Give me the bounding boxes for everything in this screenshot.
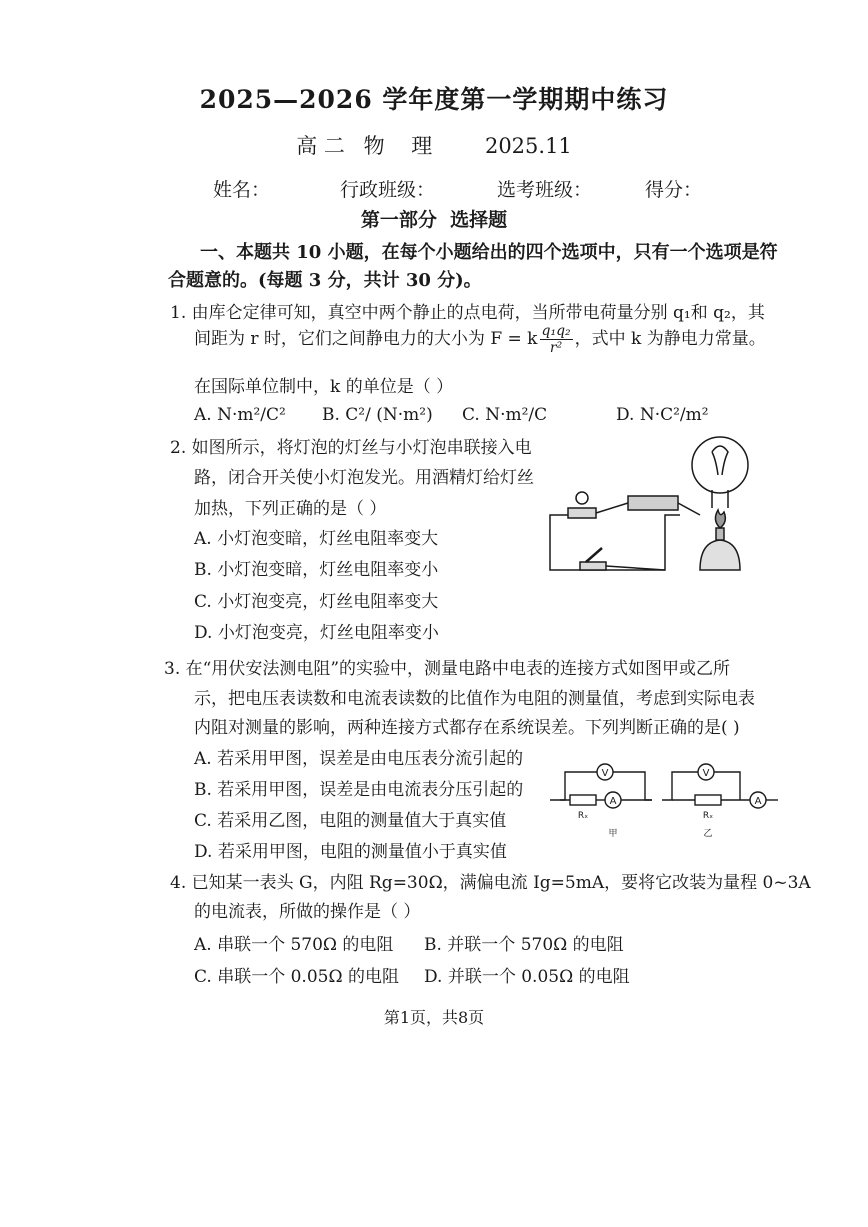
q1-option-d: D. N·C²/m² [616,405,709,425]
q2-option-a: A. 小灯泡变暗，灯丝电阻率变大 [194,529,439,549]
figure-a-label: 甲 [608,829,618,839]
coulomb-denominator: r² [549,340,563,356]
q3-circuit-figures [550,760,780,850]
q2-option-b: B. 小灯泡变暗，灯丝电阻率变小 [194,560,439,580]
q1-option-a: A. N·m²/C² [194,405,286,425]
name-field-label: 姓名： [213,179,271,201]
section-instruction-line1: 一、本题共 10 小题，在每个小题给出的四个选项中，只有一个选项是符 [200,242,778,263]
q4-option-b: B. 并联一个 570Ω 的电阻 [424,935,624,955]
q3-option-b: B. 若采用甲图，误差是由电流表分压引起的 [194,780,524,800]
q1-line2-post: ，式中 k 为静电力常量。 [574,329,766,349]
q2-line1: 2. 如图所示，将灯泡的灯丝与小灯泡串联接入电 [170,438,532,458]
figure-b-label: 乙 [703,829,713,839]
switch-lever [586,548,602,562]
q1-line2-pre: 间距为 r 时，它们之间静电力的大小为 F = k [194,329,538,349]
voltmeter-b-label: V [702,768,710,779]
resistor-b-label: Rₓ [702,811,714,821]
elective-class-field-label: 选考班级： [497,179,593,201]
coulomb-fraction [540,323,573,356]
q3-option-d: D. 若采用甲图，电阻的测量值小于真实值 [194,842,507,862]
page-footer: 第1页，共8页 [383,1008,485,1027]
resistor-a-icon [570,795,596,805]
flame-icon [715,510,725,528]
q4-line1: 4. 已知某一表头 G，内阻 Rg=30Ω，满偏电流 Ig=5mA，要将它改装为量程 0~3A [170,873,811,893]
small-bulb-base [568,508,596,518]
section-title: 第一部分 选择题 [360,209,508,231]
exam-title: 2025—2026 学年度第一学期期中练习 [199,85,669,114]
voltmeter-a-label: V [601,768,609,779]
q4-line2: 的电流表，所做的操作是（ ） [194,902,421,922]
q2-line3: 加热，下列正确的是（ ） [194,499,387,519]
q1-option-b: B. C²/ (N·m²) [322,405,433,425]
ammeter-a-label: A [609,796,617,807]
filament-icon [712,446,728,475]
q1-option-c: C. N·m²/C [462,405,548,425]
subject-label: 物 理 [363,134,433,158]
resistor-b-icon [695,795,721,805]
q2-line2: 路，闭合开关使小灯泡发光。用酒精灯给灯丝 [194,468,534,488]
q4-option-a: A. 串联一个 570Ω 的电阻 [194,935,394,955]
q1-line3: 在国际单位制中，k 的单位是（ ） [194,377,454,397]
score-field-label: 得分： [645,179,703,201]
resistor-a-label: Rₓ [577,811,589,821]
battery-box-icon [628,496,678,510]
exam-subtitle [0,130,868,160]
q3-option-c: C. 若采用乙图，电阻的测量值大于真实值 [194,811,507,831]
exam-date: 2025.11 [484,134,572,158]
admin-class-field-label: 行政班级： [340,179,436,201]
q3-option-a: A. 若采用甲图，误差是由电压表分流引起的 [194,749,524,769]
q4-option-d: D. 并联一个 0.05Ω 的电阻 [424,967,630,987]
switch-base-icon [580,562,606,570]
q3-line3: 内阻对测量的影响，两种连接方式都存在系统误差。下列判断正确的是( ) [194,718,740,738]
small-bulb-icon [576,492,588,504]
q3-line2: 示，把电压表读数和电流表读数的比值作为电阻的测量值，考虑到实际电表 [194,689,755,709]
q2-wire [550,515,680,570]
q2-option-c: C. 小灯泡变亮，灯丝电阻率变大 [194,592,439,612]
q1-line1: 1. 由库仑定律可知，真空中两个静止的点电荷，当所带电荷量分别 q₁和 q₂，其 [170,303,765,323]
q1-line2 [194,323,766,356]
q3-line1: 3. 在“用伏安法测电阻”的实验中，测量电路中电表的连接方式如图甲或乙所 [164,659,731,679]
grade-label: 高 二 [296,134,345,158]
alcohol-lamp-icon [700,540,740,570]
ammeter-b-label: A [754,796,762,807]
coulomb-numerator: q₁q₂ [541,323,571,339]
q2-circuit-figure [540,430,780,590]
q4-option-c: C. 串联一个 0.05Ω 的电阻 [194,967,399,987]
q2-option-d: D. 小灯泡变亮，灯丝电阻率变小 [194,623,439,643]
section-instruction-line2: 合题意的。(每题 3 分，共计 30 分)。 [168,270,482,291]
